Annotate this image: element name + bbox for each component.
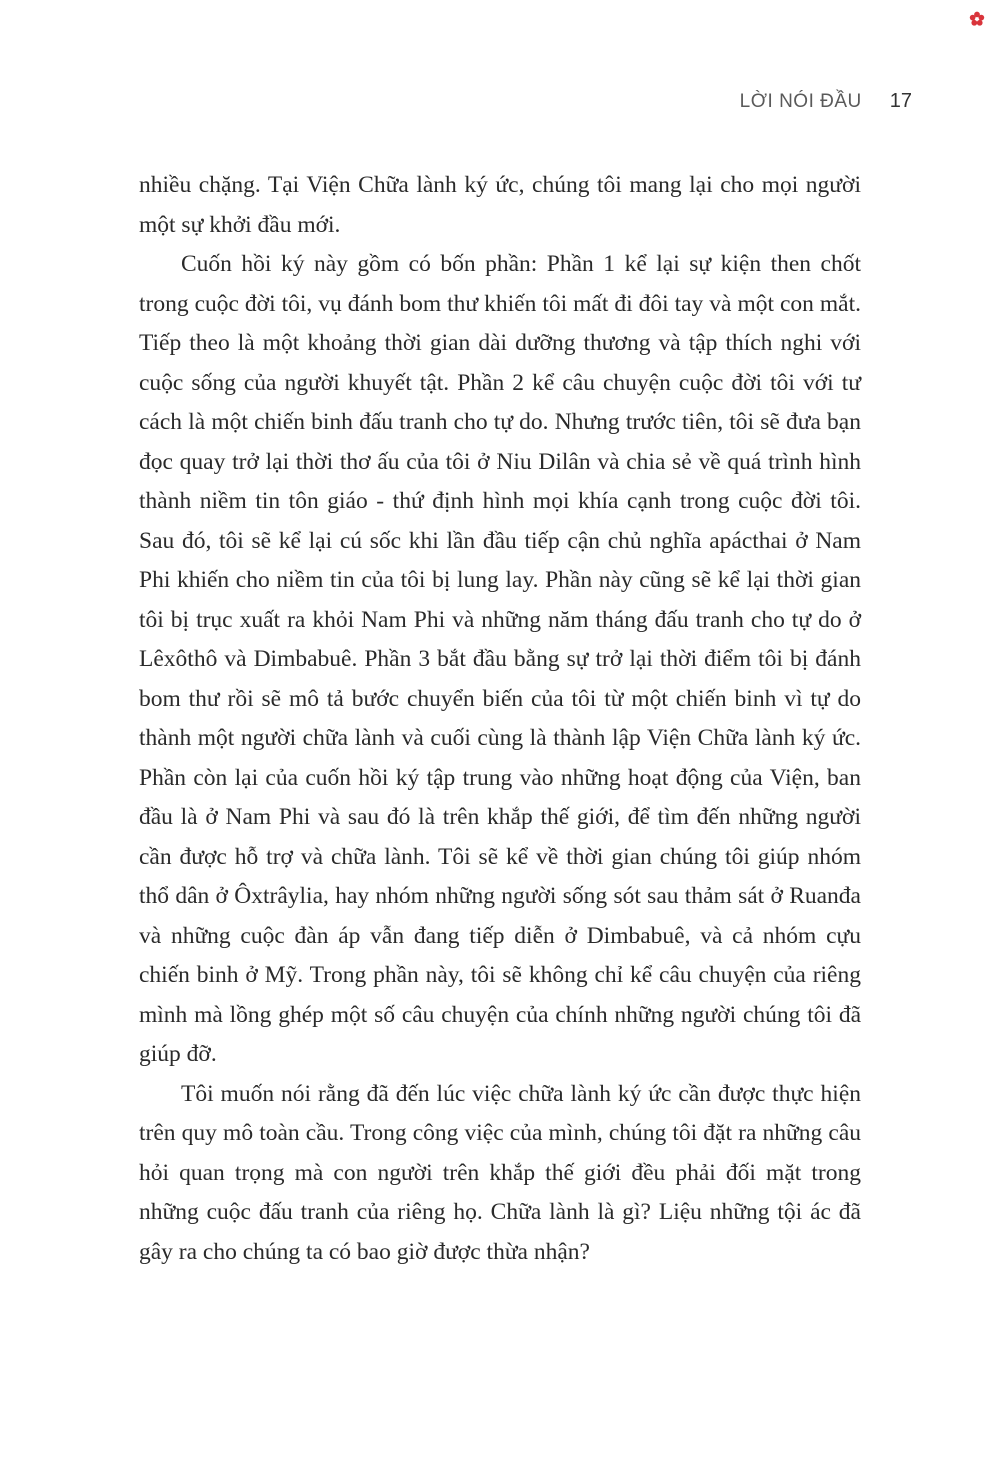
page-number: 17 <box>889 90 912 112</box>
flower-icon <box>968 10 986 28</box>
running-header <box>740 90 912 113</box>
running-title: LỜI NÓI ĐẦU <box>739 91 862 112</box>
body-text <box>139 166 861 1272</box>
paragraph-continued: nhiều chặng. Tại Viện Chữa lành ký ức, chúng tôi mang lại cho mọi người một sự khởi đầu mới. <box>139 172 861 238</box>
paragraph: Cuốn hồi ký này gồm có bốn phần: Phần 1 kể lại sự kiện then chốt trong cuộc đời tôi, vụ đánh bom thư khiến tôi mất đi đôi tay và một con mắt. Tiếp theo là một khoảng thời gian dài dưỡng thương và tập thích nghi với cuộc sống của người khuyết tật. Phần 2 kể câu chuyện cuộc đời tôi với tư cách là một chiến binh đấu tranh cho tự do. Nhưng trước tiên, tôi sẽ đưa bạn đọc quay trở lại thời thơ ấu của tôi ở Niu Dilân và chia sẻ về quá trình hình thành niềm tin tôn giáo - thứ định hình mọi khía cạnh trong cuộc đời tôi. Sau đó, tôi sẽ kể lại cú sốc khi lần đầu tiếp cận chủ nghĩa apácthai ở Nam Phi khiến cho niềm tin của tôi bị lung lay. Phần này cũng sẽ kể lại thời gian tôi bị trục xuất ra khỏi Nam Phi và những năm tháng đấu tranh cho tự do ở Lêxôthô và Dimbabuê. Phần 3 bắt đầu bằng sự trở lại thời điểm tôi bị đánh bom thư rồi sẽ mô tả bước chuyển biến của tôi từ một chiến binh vì tự do thành một người chữa lành và cuối cùng là thành lập Viện Chữa lành ký ức. Phần còn lại của cuốn hồi ký tập trung vào những hoạt động của Viện, ban đầu là ở Nam Phi và sau đó là trên khắp thế giới, để tìm đến những người cần được hỗ trợ và chữa lành. Tôi sẽ kể về thời gian chúng tôi giúp nhóm thổ dân ở Ôxtrâylia, hay nhóm những người sống sót sau thảm sát ở Ruanđa và những cuộc đàn áp vẫn đang tiếp diễn ở Dimbabuê, và cả nhóm cựu chiến binh ở Mỹ. Trong phần này, tôi sẽ không chỉ kể câu chuyện của riêng mình mà lồng ghép một số câu chuyện của chính những người chúng tôi đã giúp đỡ. <box>139 251 861 1067</box>
paragraph: Tôi muốn nói rằng đã đến lúc việc chữa lành ký ức cần được thực hiện trên quy mô toàn cầu. Trong công việc của mình, chúng tôi đặt ra những câu hỏi quan trọng mà con người trên khắp thế giới đều phải đối mặt trong những cuộc đấu tranh của riêng họ. Chữa lành là gì? Liệu những tội ác đã gây ra cho chúng ta có bao giờ được thừa nhận? <box>139 1080 861 1265</box>
